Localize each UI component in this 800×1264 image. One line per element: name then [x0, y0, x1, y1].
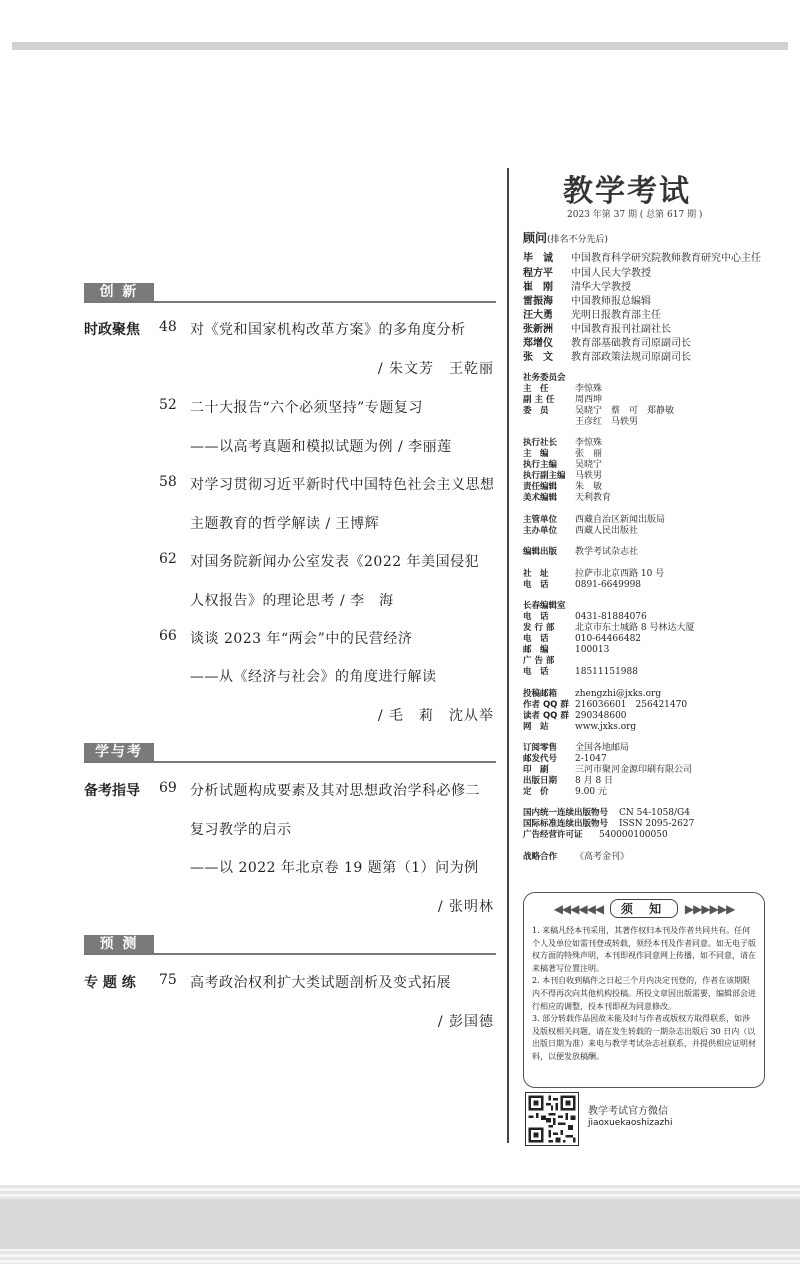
- info-row: 印 刷 三河市聚河金源印刷有限公司: [523, 765, 693, 775]
- info-row: 电 话 0891-6649998: [523, 580, 642, 590]
- page-number[interactable]: 48: [159, 319, 177, 335]
- article-title[interactable]: 对学习贯彻习近平新时代中国特色社会主义思想: [190, 477, 495, 493]
- advisor-row: 雷振海 中国教师报总编辑: [523, 296, 651, 307]
- article-subtitle: ——从《经济与社会》的角度进行解读: [190, 669, 437, 685]
- info-row: 主 编 张 丽: [523, 449, 603, 459]
- info-row: 出版日期 8 月 8 日: [523, 776, 614, 786]
- notice-paragraph: 2. 本刊自收到稿件之日起三个月内决定刊登的，作者在该期限内不得再次向其他机构投稿。所投文章因出版需要，编辑部会进行相应的调整，投本刊即视为同意修改。: [532, 976, 756, 1011]
- info-row: 电 话 0431-81884076: [523, 612, 647, 622]
- article-author: / 朱文芳 王乾丽: [377, 361, 494, 377]
- article-title[interactable]: 二十大报告“六个必须坚持”专题复习: [190, 400, 423, 416]
- info-row: 邮 编 100013: [523, 645, 610, 655]
- info-row: 编辑出版 教学考试杂志社: [523, 547, 639, 557]
- office-title: 长春编辑室: [523, 601, 566, 611]
- info-row: 副 主 任 周西坤: [523, 395, 603, 405]
- column-name: 时政聚焦: [84, 322, 140, 338]
- committee-title: 社务委员会: [523, 373, 566, 383]
- wechat-account: jiaoxuekaoshizazhi: [588, 1118, 673, 1128]
- section-label: 预 测: [84, 935, 154, 953]
- advisor-row: 张新洲 中国教育报刊社副社长: [523, 324, 671, 335]
- page-number[interactable]: 58: [159, 474, 177, 490]
- info-row: 委 员 吴晓宁 蔡 可 郑静敏: [523, 406, 675, 416]
- article-subtitle: ——以 2022 年北京卷 19 题第（1）问为例: [190, 860, 479, 876]
- column-divider: [507, 168, 509, 1143]
- info-row: 王彦红 马轶男: [575, 417, 639, 427]
- article-title[interactable]: 分析试题构成要素及其对思想政治学科必修二: [190, 783, 480, 799]
- info-row: 作者 QQ 群 216036601 256421470: [523, 700, 688, 710]
- section-label: 学与考: [84, 743, 154, 761]
- advisor-row: 汪大勇 光明日报教育部主任: [523, 310, 661, 321]
- page-number[interactable]: 69: [159, 780, 177, 796]
- info-row: 主办单位 西藏人民出版社: [523, 526, 639, 536]
- info-row: 主管单位 西藏自治区新闻出版局: [523, 515, 666, 525]
- notice-header: [524, 899, 764, 918]
- website-link[interactable]: www.jxks.org: [575, 722, 637, 732]
- arrow-right-icon: ▶▶▶▶▶▶: [684, 902, 735, 916]
- notice-paragraph: 3. 部分转载作品因故未能及时与作者或版权方取得联系，如涉及版权相关问题，请在发生转载的一期杂志出版后 30 日内（以出版日期为准）来电与教学考试杂志社联系，并提供相应证明材料，以便发放稿酬。: [532, 1014, 756, 1061]
- info-row: 定 价 9.00 元: [523, 787, 607, 797]
- column-name: 备考指导: [84, 783, 140, 799]
- info-row: 发 行 部 北京市东土城路 8 号林达大厦: [523, 623, 695, 633]
- advisor-row: 崔 刚 清华大学教授: [523, 282, 631, 293]
- email-link[interactable]: zhengzhi@jxks.org: [575, 689, 662, 699]
- info-row: 执行副主编 马轶男: [523, 471, 603, 481]
- info-row: 执行社长 李惊殊: [523, 438, 603, 448]
- advisor-row: 毕 诚 中国教育科学研究院教师教育研究中心主任: [523, 253, 761, 264]
- info-row: 国内统一连续出版物号 CN 54-1058/G4: [523, 808, 690, 818]
- info-row: 美术编辑 天利教育: [523, 493, 612, 503]
- bottom-band: [0, 1185, 800, 1264]
- article-author: / 张明林: [437, 899, 494, 915]
- info-row: 战略合作 《高考金刊》: [523, 852, 630, 862]
- top-bar: [12, 42, 788, 50]
- info-row: 订阅零售 全国各地邮局: [523, 743, 630, 753]
- info-row: 电 话 18511151988: [523, 667, 638, 677]
- info-row: 广告经营许可证 540000100050: [523, 830, 668, 840]
- section-label: 创 新: [84, 283, 154, 301]
- wechat-caption: 教学考试官方微信: [588, 1106, 668, 1117]
- issue-number: 2023 年第 37 期 ( 总第 617 期 ): [567, 210, 703, 220]
- info-row: 社 址 拉萨市北京西路 10 号: [523, 569, 665, 579]
- info-row: 广 告 部: [523, 656, 555, 666]
- article-title-line2: 复习教学的启示: [190, 822, 292, 838]
- notice-box: [523, 892, 765, 1088]
- article-title[interactable]: 对国务院新闻办公室发表《2022 年美国侵犯: [190, 554, 480, 570]
- arrow-left-icon: ◀◀◀◀◀◀: [553, 902, 604, 916]
- info-row: 主 任 李惊殊: [523, 384, 603, 394]
- page-number[interactable]: 66: [159, 628, 177, 644]
- article-title[interactable]: 对《党和国家机构改革方案》的多角度分析: [190, 322, 466, 338]
- advisor-row: 张 文 教育部政策法规司原副司长: [523, 352, 691, 363]
- info-row: 读者 QQ 群 290348600: [523, 711, 627, 721]
- qr-code-icon[interactable]: [525, 1092, 579, 1146]
- advisor-row: 郑增仪 教育部基础教育司原副司长: [523, 338, 691, 349]
- column-name: 专 题 练: [84, 975, 136, 991]
- page-number[interactable]: 75: [159, 972, 177, 988]
- info-row: 国际标准连续出版物号 ISSN 2095-2627: [523, 819, 695, 829]
- article-title-line2: 人权报告》的理论思考 / 李 海: [190, 593, 394, 609]
- notice-body: [532, 925, 758, 1064]
- article-title-line2: 主题教育的哲学解读 / 王博辉: [190, 516, 380, 532]
- section-header-innovation: [84, 283, 496, 303]
- article-author: / 彭国德: [437, 1014, 494, 1030]
- info-row: 电 话 010-64466482: [523, 634, 642, 644]
- notice-title: 须 知: [610, 899, 678, 918]
- section-header-study: [84, 743, 496, 763]
- advisor-row: 程方平 中国人民大学教授: [523, 268, 651, 279]
- article-title[interactable]: 高考政治权利扩大类试题剖析及变式拓展: [190, 975, 451, 991]
- magazine-logo: 教学考试: [563, 174, 691, 209]
- article-subtitle: ——以高考真题和模拟试题为例 / 李丽莲: [190, 439, 452, 455]
- info-row: 责任编辑 朱 敏: [523, 482, 603, 492]
- page-number[interactable]: 62: [159, 551, 177, 567]
- info-row: 投稿邮箱 zhengzhi@jxks.org: [523, 689, 662, 699]
- notice-paragraph: 1. 来稿凡经本刊采用，其著作权归本刊及作者共同共有。任何个人及单位如需刊登或转载，须经本刊及作者同意。如无电子版权方面的特殊声明，本刊即视作同意网上传播，如不同意，请在来稿著写位置注明。: [532, 926, 756, 973]
- info-row: 执行主编 吴晓宁: [523, 460, 603, 470]
- article-author: / 毛 莉 沈从举: [377, 708, 494, 724]
- page-number[interactable]: 52: [159, 397, 177, 413]
- info-row: 网 站 www.jxks.org: [523, 722, 637, 732]
- info-row: 邮发代号 2-1047: [523, 754, 607, 764]
- section-header-forecast: [84, 935, 496, 955]
- article-title[interactable]: 谈谈 2023 年“两会”中的民营经济: [190, 631, 413, 647]
- advisors-title: 顾问(排名不分先后): [523, 231, 609, 245]
